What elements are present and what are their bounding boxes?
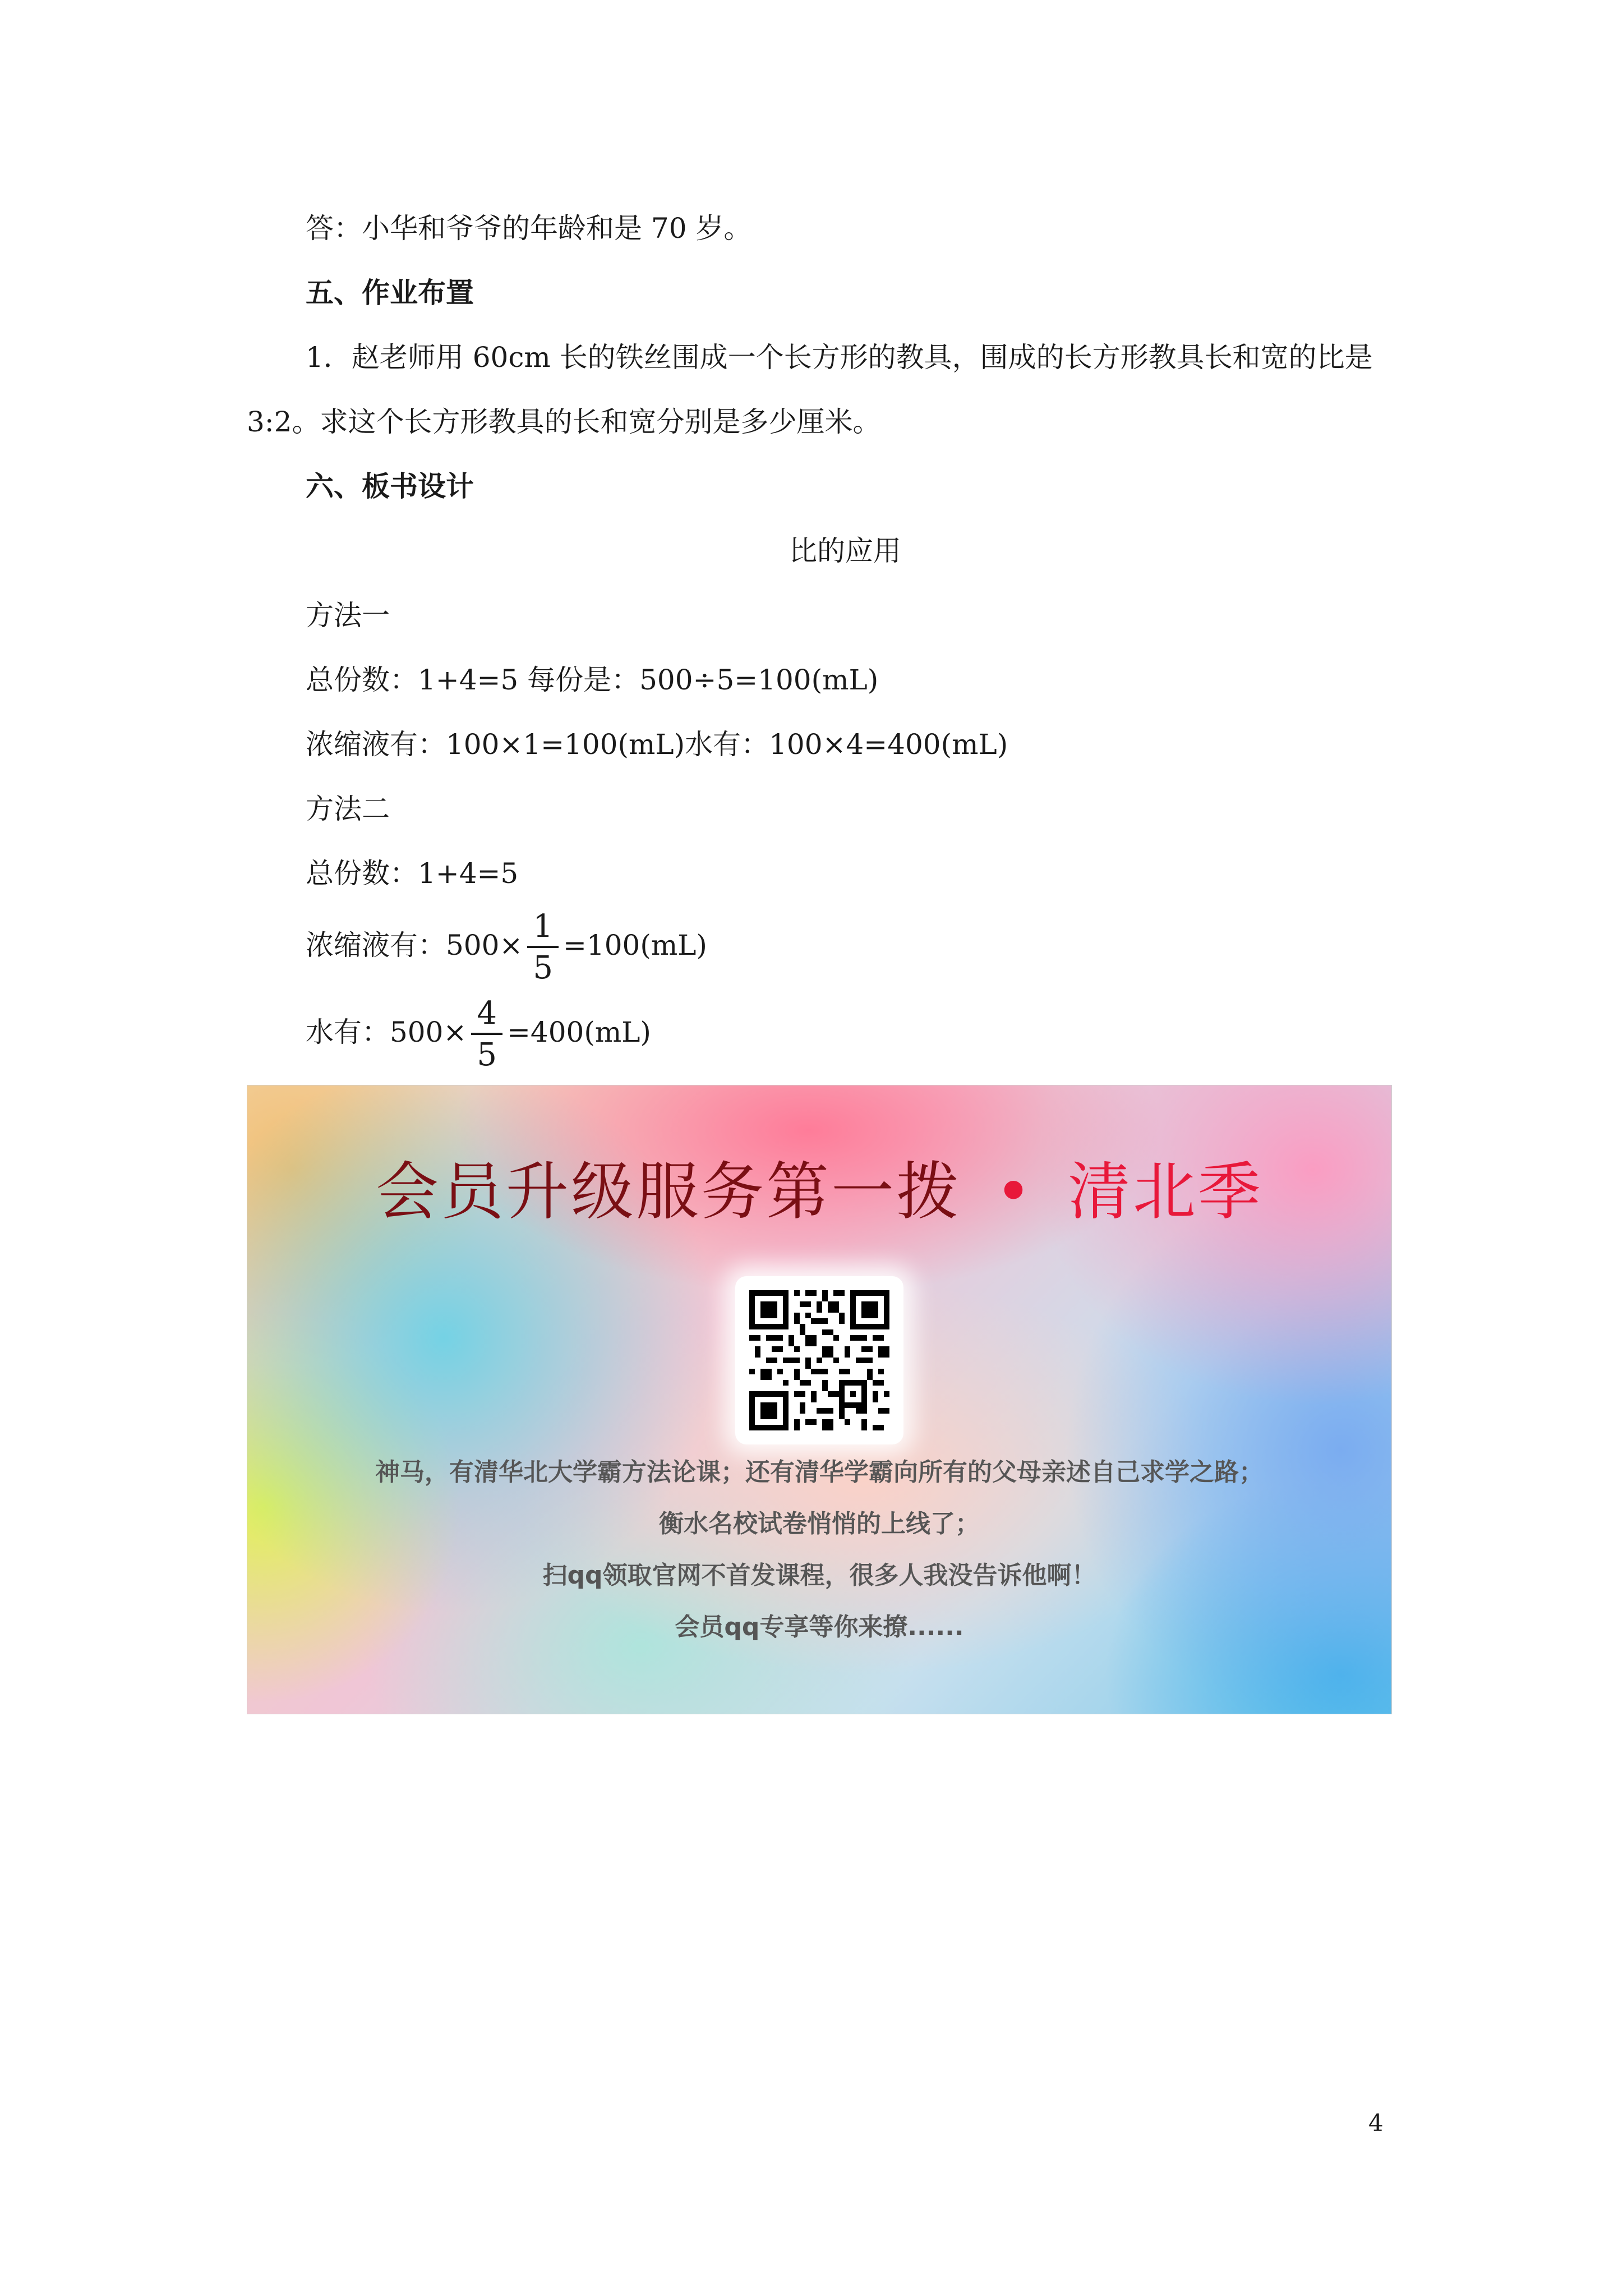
fraction-denominator: 5 [477, 1037, 497, 1073]
banner-title-main: 会员升级服务第一拨 [375, 1156, 961, 1228]
homework-text-line-1: 1．赵老师用 60cm 长的铁丝围成一个长方形的教具，围成的长方形教具长和宽的比是 [306, 341, 1373, 374]
water-suffix: =400(mL) [506, 1016, 651, 1048]
method-one-amounts: 浓缩液有：100×1=100(mL)水有：100×4=400(mL) [306, 728, 1008, 761]
method-one-label: 方法一 [306, 599, 390, 632]
banner-text-line-4: 会员qq专享等你来撩...... [675, 1613, 964, 1641]
concentrate-suffix: =100(mL) [562, 929, 707, 961]
fraction-numerator: 1 [527, 911, 559, 948]
homework-text-line-2: 3:2。求这个长方形教具的长和宽分别是多少厘米。 [247, 406, 881, 438]
answer-text: 答：小华和爷爷的年龄和是 70 岁。 [306, 212, 752, 245]
section-heading-homework: 五、作业布置 [306, 277, 474, 309]
banner-title-separator: • [994, 1156, 1035, 1228]
method-two-water [306, 996, 651, 1071]
fraction-one-fifth [527, 908, 559, 986]
fraction-denominator: 5 [533, 950, 553, 986]
method-one-total-parts: 总份数：1+4=5 每份是：500÷5=100(mL) [306, 664, 879, 696]
promo-banner[interactable] [247, 1085, 1392, 1714]
method-two-concentrate [306, 909, 707, 984]
banner-title [247, 1153, 1391, 1231]
method-two-label: 方法二 [306, 793, 390, 825]
fraction-numerator: 4 [471, 998, 502, 1035]
section-heading-board-design: 六、板书设计 [306, 470, 474, 503]
qr-code-icon[interactable] [735, 1276, 903, 1444]
water-prefix: 水有：500× [306, 1016, 467, 1048]
banner-text-line-2: 衡水名校试卷悄悄的上线了； [659, 1510, 980, 1538]
banner-text-line-1: 神马，有清华北大学霸方法论课；还有清华学霸向所有的父母亲述自己求学之路； [375, 1458, 1264, 1487]
board-title: 比的应用 [789, 535, 901, 567]
qr-code-graphic [749, 1290, 889, 1430]
method-two-total-parts: 总份数：1+4=5 [306, 857, 519, 890]
banner-text-line-3: 扫qq领取官网不首发课程，很多人我没告诉他啊！ [542, 1561, 1096, 1590]
fraction-four-fifths [471, 995, 502, 1073]
banner-title-accent: 清北季 [1068, 1156, 1264, 1228]
concentrate-prefix: 浓缩液有：500× [306, 929, 523, 961]
page-number: 4 [1368, 2109, 1384, 2137]
